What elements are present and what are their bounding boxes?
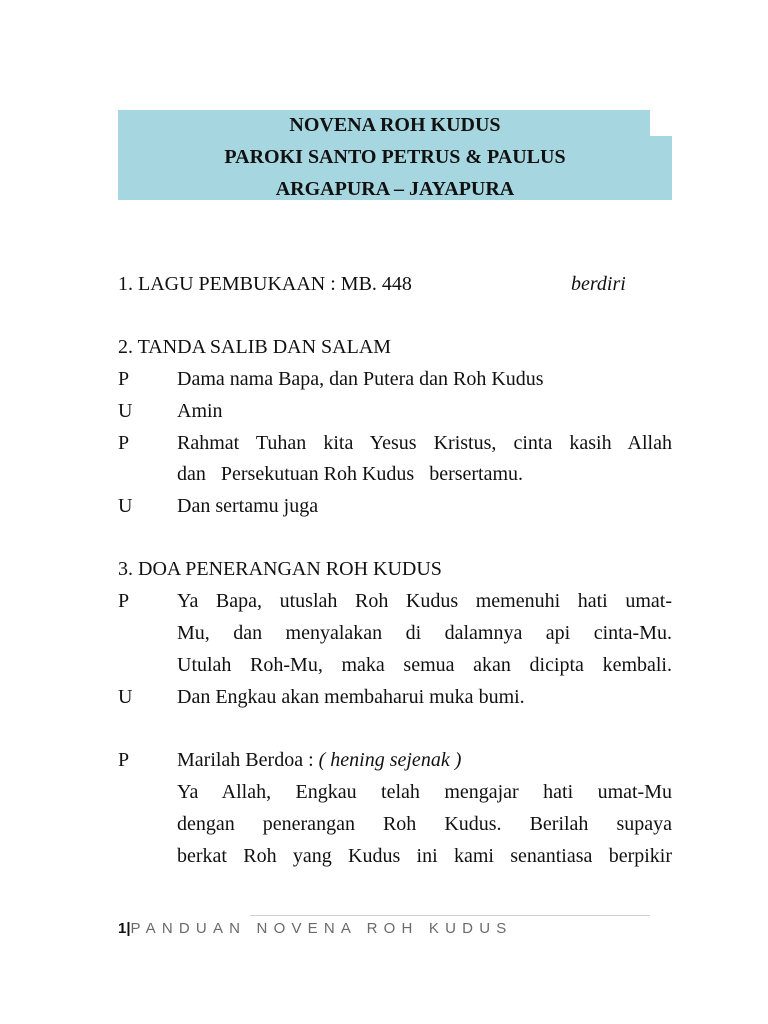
- line-text: Mu, dan menyalakan di dalamnya api cinta-Mu.: [177, 622, 672, 644]
- role-label: P: [118, 368, 130, 390]
- line-text: dengan penerangan Roh Kudus. Berilah supaya: [177, 813, 672, 835]
- role-label: P: [118, 749, 130, 771]
- role-label: U: [118, 495, 133, 517]
- line-text: Ya Allah, Engkau telah mengajar hati umat-Mu: [177, 781, 672, 803]
- prayer-prefix: Marilah Berdoa :: [177, 749, 319, 771]
- posture-note: berdiri: [571, 273, 626, 295]
- role-label: P: [118, 432, 130, 454]
- section-1-title: 1. LAGU PEMBUKAAN : MB. 448: [118, 273, 412, 295]
- line-text: Rahmat Tuhan kita Yesus Kristus, cinta kasih Allah: [177, 432, 672, 454]
- parish-name: PAROKI SANTO PETRUS & PAULUS: [224, 146, 566, 168]
- role-label: P: [118, 590, 130, 612]
- footer-divider: [250, 915, 650, 916]
- line-text: Dan sertamu juga: [177, 495, 319, 517]
- prayer-intro: [177, 748, 672, 772]
- line-text: Dan Engkau akan membaharui muka bumi.: [177, 686, 525, 708]
- line-text: Ya Bapa, utuslah Roh Kudus memenuhi hati umat-: [177, 590, 672, 612]
- role-label: U: [118, 400, 133, 422]
- line-text: Utulah Roh-Mu, maka semua akan dicipta kembali.: [177, 654, 672, 676]
- document-title: NOVENA ROH KUDUS: [289, 114, 501, 136]
- page-number: 1: [118, 920, 127, 937]
- role-label: U: [118, 686, 133, 708]
- line-text: Amin: [177, 400, 223, 422]
- page-footer: [118, 919, 512, 939]
- section-2-title: 2. TANDA SALIB DAN SALAM: [118, 336, 392, 358]
- section-3-title: 3. DOA PENERANGAN ROH KUDUS: [118, 558, 442, 580]
- line-text: berkat Roh yang Kudus ini kami senantiasa berpikir: [177, 845, 672, 867]
- footer-separator: |: [126, 920, 131, 937]
- line-text: dan Persekutuan Roh Kudus bersertamu.: [177, 463, 524, 485]
- line-text: Dama nama Bapa, dan Putera dan Roh Kudus: [177, 368, 544, 390]
- silence-note: ( hening sejenak ): [318, 749, 462, 771]
- parish-location: ARGAPURA – JAYAPURA: [275, 178, 515, 200]
- footer-label: PANDUAN NOVENA ROH KUDUS: [130, 920, 513, 937]
